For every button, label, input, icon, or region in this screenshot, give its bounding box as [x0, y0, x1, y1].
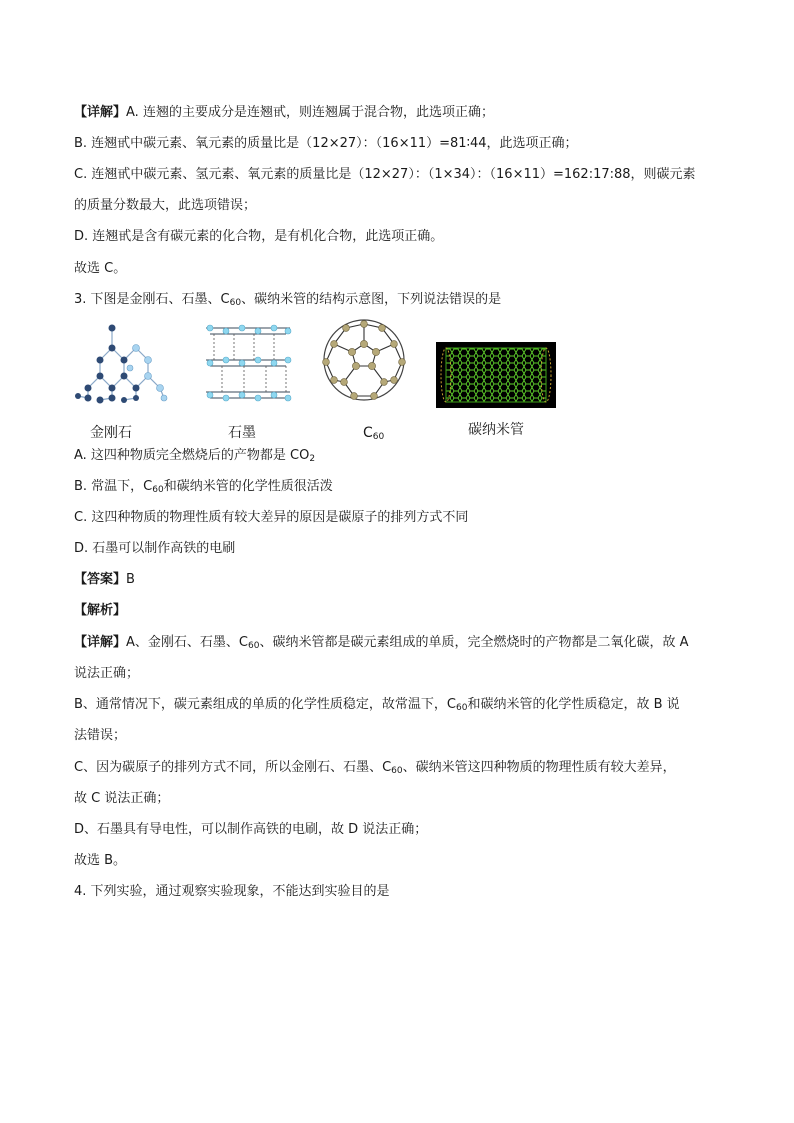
detail-line-a-cont: 说法正确； — [74, 666, 140, 681]
detail-line-b: B、通常情况下，碳元素组成的单质的化学性质稳定，故常温下，$C_{60}$和碳纳米管的化学性质稳定，故 B 说 — [74, 697, 680, 713]
detail-tag: 【详解】 — [74, 105, 127, 120]
detail-line-d: D、石墨具有导电性，可以制作高铁的电刷，故 D 说法正确； — [74, 822, 428, 837]
answer-value: B — [126, 572, 135, 587]
nanotube-structure-figure — [436, 342, 556, 408]
explanation-line-b: B. 连翘甙中碳元素、氧元素的质量比是（12×27）：（16×11）=81∶44，此选项正确； — [74, 136, 578, 151]
option-b: B. 常温下，$C_{60}$和碳纳米管的化学性质很活泼 — [74, 479, 333, 495]
caption-graphite: 石墨 — [228, 425, 256, 441]
caption-nanotube: 碳纳米管 — [468, 422, 524, 438]
c60-structure-figure — [318, 314, 410, 406]
detail-line-c-cont: 故 C 说法正确； — [74, 791, 170, 806]
answer-line — [74, 571, 135, 589]
detail-line-c: C、因为碳原子的排列方式不同，所以金刚石、石墨、$C_{60}$、碳纳米管这四种物质的物理性质有较大差异， — [74, 760, 676, 776]
analysis-tag: 【解析】 — [74, 603, 127, 618]
question-4-stem: 4. 下列实验，通过观察实验现象，不能达到实验目的是 — [74, 884, 390, 899]
caption-c60: $C_{60}$ — [363, 425, 385, 442]
explanation-line-d: D. 连翘甙是含有碳元素的化合物，是有机化合物，此选项正确。 — [74, 229, 444, 244]
detail-line-b-cont: 法错误； — [74, 728, 127, 743]
option-c: C. 这四种物质的物理性质有较大差异的原因是碳原子的排列方式不同 — [74, 510, 469, 525]
explanation-line-c-cont: 的质量分数最大，此选项错误； — [74, 198, 257, 213]
detail-line-a: 【详解】A、金刚石、石墨、$C_{60}$、碳纳米管都是碳元素组成的单质，完全燃烧时的产物都是二氧化碳，故 A — [74, 635, 689, 651]
detail-conclusion: 故选 B。 — [74, 853, 127, 868]
diamond-structure-figure — [72, 318, 172, 408]
question-3-stem: 3. 下图是金刚石、石墨、$C_{60}$、碳纳米管的结构示意图，下列说法错误的是 — [74, 292, 502, 308]
caption-diamond: 金刚石 — [90, 425, 132, 441]
option-d: D. 石墨可以制作高铁的电刷 — [74, 541, 236, 556]
explanation-line-c: C. 连翘甙中碳元素、氢元素、氧元素的质量比是（12×27）：（1×34）：（16×11）=162:17:88，则碳元素 — [74, 167, 696, 182]
explanation-line-a: 【详解】A. 连翘的主要成分是连翘甙，则连翘属于混合物，此选项正确； — [74, 105, 494, 120]
conclusion-line: 故选 C。 — [74, 261, 127, 276]
graphite-structure-figure — [200, 318, 296, 404]
option-a: A. 这四种物质完全燃烧后的产物都是 $CO_2$ — [74, 448, 316, 464]
answer-tag: 【答案】 — [74, 572, 127, 587]
